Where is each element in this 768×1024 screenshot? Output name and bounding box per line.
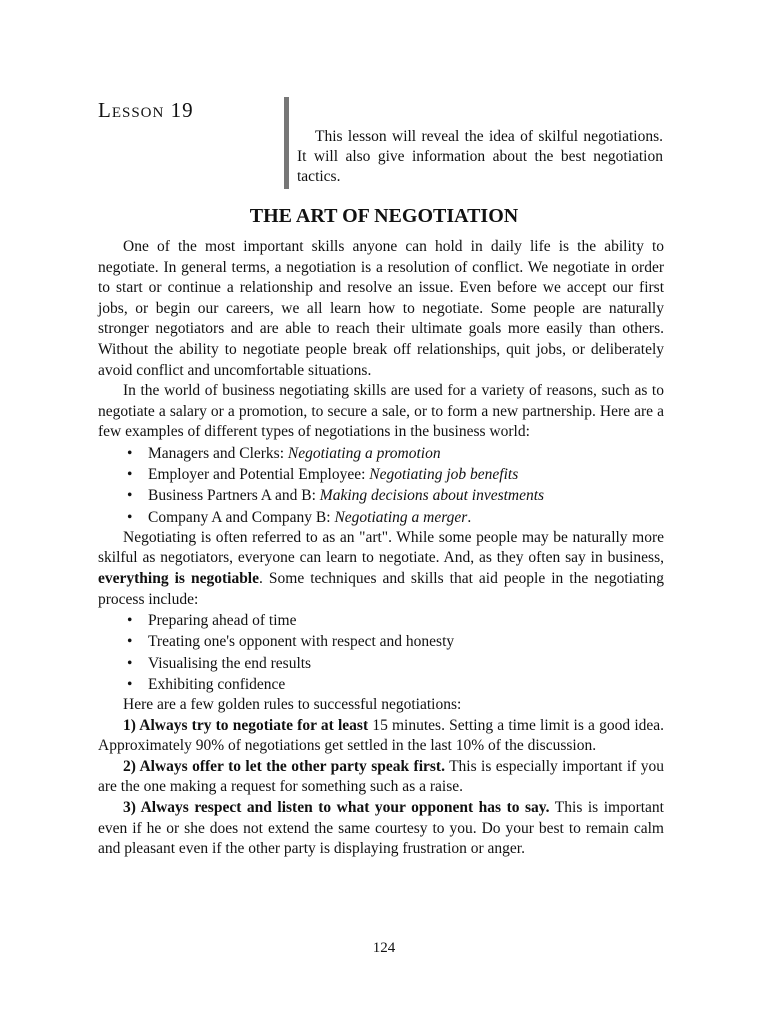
paragraph-golden-rules: Here are a few golden rules to successful negotiations: [123, 695, 462, 713]
bullet-icon: • [127, 487, 133, 505]
list-item: • Employer and Potential Employee: Negotiating job benefits [98, 464, 664, 485]
bullet-icon: • [127, 633, 133, 651]
body-text [98, 237, 664, 860]
list-item: • Business Partners A and B: Making decisions about investments [98, 485, 664, 506]
lesson-intro: This lesson will reveal the idea of skilful negotiations. It will also give information about the best negotiation tactics. [297, 128, 663, 185]
paragraph-business: In the world of business negotiating skills are used for a variety of reasons, such as to negotiate a salary or a promotion, to secure a sale, or to form a new partnership. Here are a few examples of different types of negotiations in the business world: [98, 382, 664, 441]
examples-list [98, 443, 664, 528]
intro-sidebar-rule [284, 97, 289, 189]
techniques-list [98, 610, 664, 695]
list-item: • Managers and Clerks: Negotiating a promotion [98, 443, 664, 464]
bullet-icon: • [127, 654, 133, 672]
emphasis-negotiable: everything is negotiable [98, 569, 259, 587]
lesson-label: Lesson 19 [98, 98, 194, 122]
page-title: THE ART OF NEGOTIATION [249, 205, 519, 227]
list-item: • Treating one's opponent with respect and honesty [98, 631, 664, 652]
bullet-icon: • [127, 508, 133, 526]
rule-3: 3) Always respect and listen to what your opponent has to say. This is important even if he or she does not extend the same courtesy to you. Do your best to remain calm and pleasant even if the other party is displaying frustration or anger. [98, 798, 664, 858]
rule-2: 2) Always offer to let the other party speak first. This is especially important if you are the one making a request for something such as a raise. [98, 757, 664, 796]
bullet-icon: • [127, 675, 133, 693]
bullet-icon: • [127, 466, 133, 484]
bullet-icon: • [127, 444, 133, 462]
list-item: • Company A and Company B: Negotiating a merger. [98, 507, 664, 528]
list-item: • Visualising the end results [98, 653, 664, 674]
bullet-icon: • [127, 612, 133, 630]
paragraph-art: Negotiating is often referred to as an "art". While some people may be naturally more skilful as negotiators, everyone can learn to negotiate. And, as they often say in business, everything is negotiable. Some techniques and skills that aid people in the negotiating process include: [98, 528, 664, 608]
list-item: • Exhibiting confidence [98, 674, 664, 695]
list-item: • Preparing ahead of time [98, 610, 664, 631]
rule-1: 1) Always try to negotiate for at least 15 minutes. Setting a time limit is a good idea. Approximately 90% of negotiations get settled in the last 10% of the discussion. [98, 716, 665, 755]
page-number: 124 [372, 940, 396, 956]
paragraph-intro: One of the most important skills anyone can hold in daily life is the ability to negotiate. In general terms, a negotiation is a resolution of conflict. We negotiate in order to start or continue a relationship and resolve an issue. Even before we accept our first jobs, or begin our careers, we all learn how to negotiate. Some people are naturally stronger negotiators and are able to reach their ultimate goals more easily than others. Without the ability to negotiate people break off relationships, quit jobs, or deliberately avoid conflict and uncomfortable situations. [98, 238, 664, 379]
